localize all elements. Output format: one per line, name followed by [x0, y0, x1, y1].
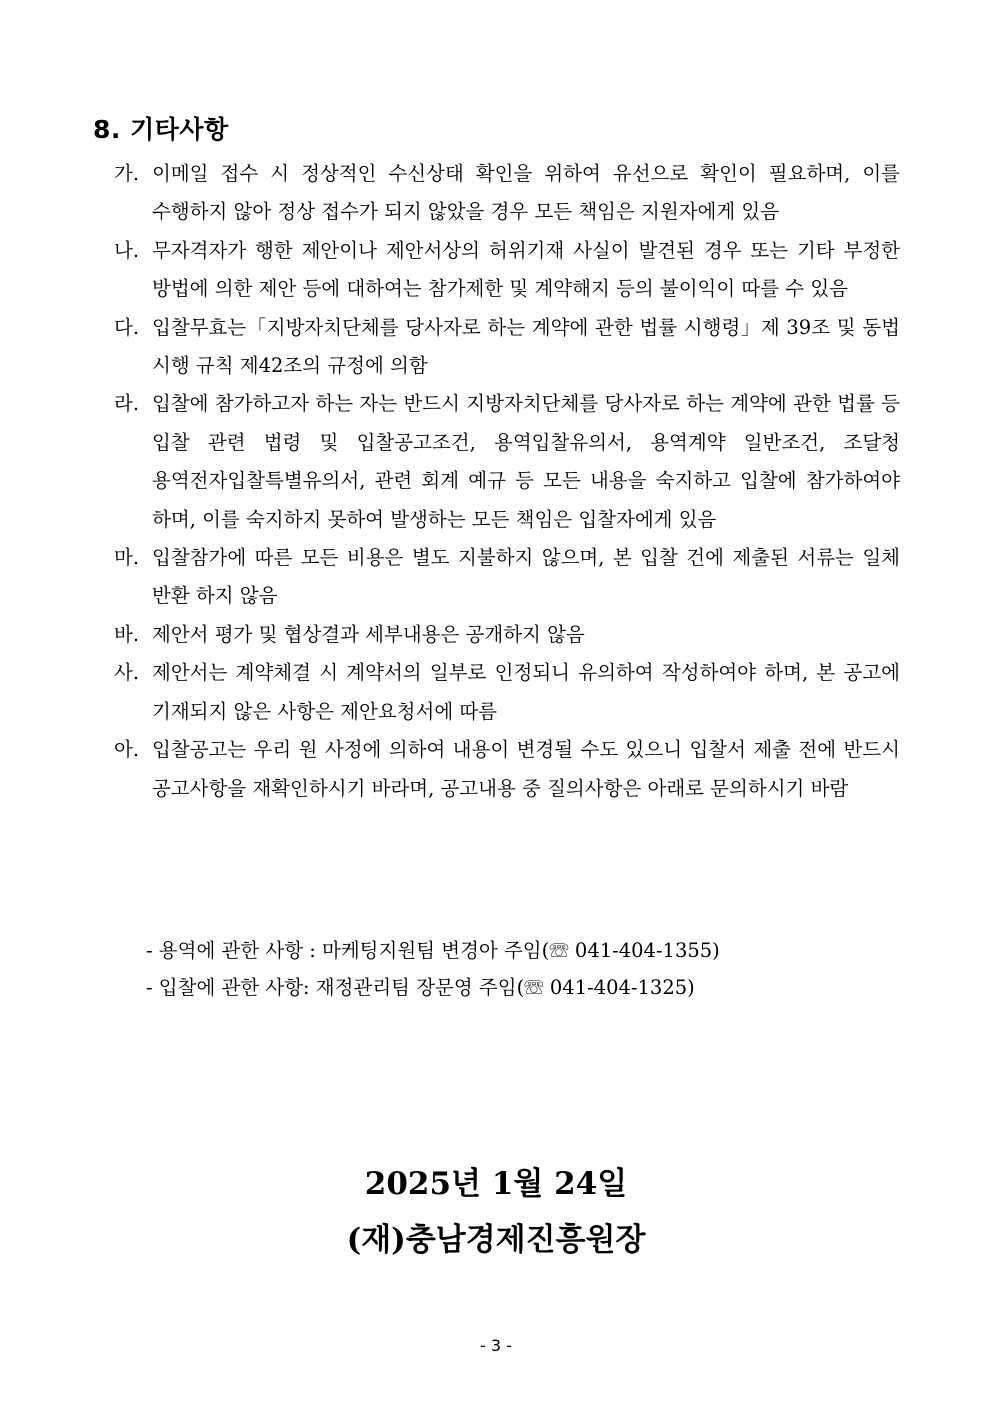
list-item [114, 385, 900, 539]
announcement-date: 2025년 1월 24일 [364, 1166, 628, 1202]
item-marker: 아. [114, 738, 140, 762]
item-marker: 라. [114, 392, 140, 416]
item-list [114, 155, 900, 808]
item-marker: 사. [114, 661, 140, 685]
contact-bidding: - 입찰에 관한 사항: 재정관리팀 장문영 주임(☏ 041-404-1325) [146, 976, 695, 999]
page-number: - 3 - [480, 1336, 512, 1355]
item-marker: 마. [114, 546, 140, 570]
item-marker: 다. [114, 315, 140, 339]
item-text: 입찰공고는 우리 원 사정에 의하여 내용이 변경될 수도 있으니 입찰서 제출 전에 반드시 공고사항을 재확인하시기 바라며, 공고내용 중 질의사항은 아래로 문의하시기 바람 [152, 738, 900, 800]
item-text: 이메일 접수 시 정상적인 수신상태 확인을 위하여 유선으로 확인이 필요하며, 이를 수행하지 않아 정상 접수가 되지 않았을 경우 모든 책임은 지원자에게 있음 [152, 162, 900, 224]
list-item [114, 616, 900, 654]
contact-list [146, 932, 906, 1006]
list-item [114, 654, 900, 731]
item-marker: 바. [114, 622, 140, 646]
item-text: 입찰에 참가하고자 하는 자는 반드시 지방자치단체를 당사자로 하는 계약에 관한 법률 등 입찰 관련 법령 및 입찰공고조건, 용역입찰유의서, 용역계약 일반조건, 조달청 용역전자입찰특별유의서, 관련 회계 예규 등 모든 내용을 숙지하고 입찰에 참가하여야 하며, 이를 숙지하지 못하여 발생하는 모든 책임은 입찰자에게 있음 [152, 392, 900, 531]
item-marker: 나. [114, 238, 140, 262]
item-text: 제안서는 계약체결 시 계약서의 일부로 인정되니 유의하여 작성하여야 하며, 본 공고에 기재되지 않은 사항은 제안요청서에 따름 [152, 661, 900, 723]
list-item [114, 232, 900, 309]
item-text: 무자격자가 행한 제안이나 제안서상의 허위기재 사실이 발견된 경우 또는 기타 부정한 방법에 의한 제안 등에 대하여는 참가제한 및 계약해지 등의 불이익이 따를 수 있음 [152, 238, 900, 301]
item-marker: 가. [114, 162, 140, 185]
item-text: 제안서 평가 및 협상결과 세부내용은 공개하지 않음 [152, 622, 585, 646]
list-item [114, 731, 900, 808]
list-item [114, 155, 900, 232]
contact-service: - 용역에 관한 사항 : 마케팅지원팀 변경아 주임(☏ 041-404-1355) [146, 939, 720, 962]
section-title: 8. 기타사항 [93, 115, 229, 144]
list-item [114, 539, 900, 616]
list-item [114, 309, 900, 386]
item-text: 입찰참가에 따른 모든 비용은 별도 지불하지 않으며, 본 입찰 건에 제출된 서류는 일체 반환 하지 않음 [152, 546, 900, 608]
issuing-organization: (재)충남경제진흥원장 [346, 1222, 646, 1258]
item-text: 입찰무효는「지방자치단체를 당사자로 하는 계약에 관한 법률 시행령」제 39조 및 동법 시행 규칙 제42조의 규정에 의함 [152, 315, 900, 378]
